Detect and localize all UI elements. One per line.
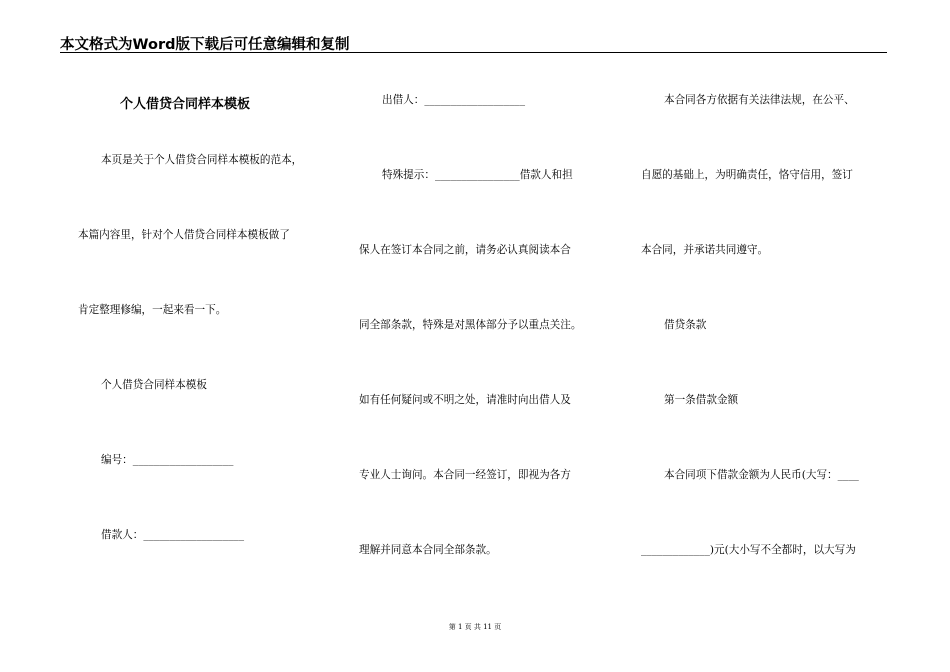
right-line-3: 本合同，并承诺共同遵守。 [641,244,769,256]
right-line-2: 自愿的基础上，为明确责任，恪守信用，签订 [641,169,853,181]
page-number: 第 1 页 共 11 页 [448,623,502,631]
document-title: 个人借贷合同样本模板 [120,97,251,112]
right-line-6: 本合同项下借款金额为人民币(大写：____ [664,469,859,481]
left-line-1: 本页是关于个人借贷合同样本模板的范本， [101,154,303,166]
left-line-6: 借款人：___________________ [101,529,245,541]
middle-line-2: 特殊提示：________________借款人和担 [382,169,573,181]
document-banner: 本文格式为Word版下载后可任意编辑和复制 [60,37,350,53]
right-line-5: 第一条借款金额 [664,394,739,406]
middle-line-3: 保人在签订本合同之前，请务必认真阅读本合 [359,244,571,256]
left-line-3: 肯定整理修编，一起来看一下。 [78,304,227,316]
middle-line-6: 专业人士询问。本合同一经签订，即视为各方 [359,469,571,481]
middle-line-5: 如有任何疑问或不明之处，请准时向出借人及 [359,394,571,406]
middle-line-7: 理解并同意本合同全部条款。 [359,544,497,556]
middle-line-1: 出借人：___________________ [382,94,526,106]
middle-line-4: 同全部条款，特殊是对黑体部分予以重点关注。 [359,319,582,331]
right-line-4: 借贷条款 [664,319,707,331]
left-line-5: 编号：___________________ [101,454,234,466]
right-line-1: 本合同各方依据有关法律法规，在公平、 [664,94,855,106]
right-line-7: _____________)元(大小写不全都时，以大写为 [641,544,856,556]
left-line-4: 个人借贷合同样本模板 [101,379,207,391]
left-line-2: 本篇内容里，针对个人借贷合同样本模板做了 [78,229,290,241]
header-rule [60,52,887,53]
